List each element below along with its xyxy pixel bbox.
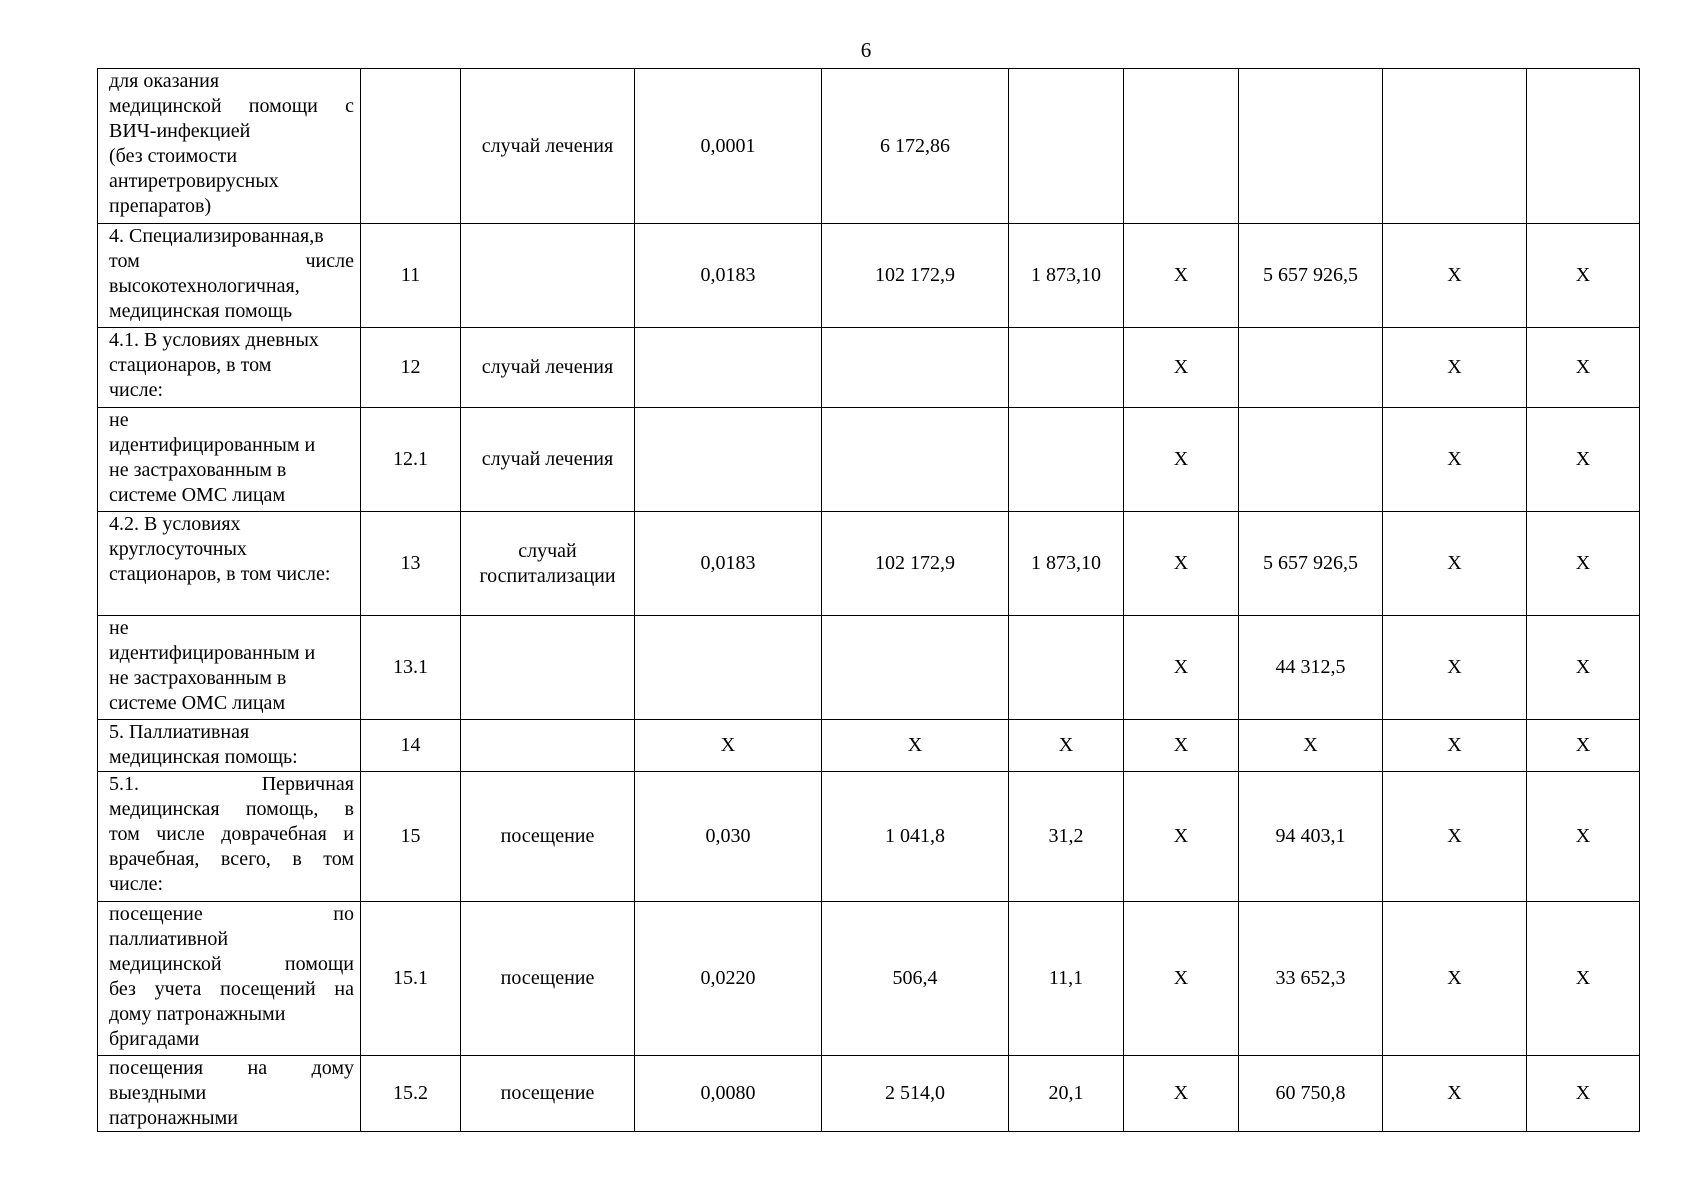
row-code-cell: 12 (361, 328, 461, 408)
cost-cell: 1 041,8 (822, 772, 1009, 902)
col10-cell: X (1527, 720, 1640, 772)
unit-line: случай (518, 539, 577, 562)
col7-cell: X (1124, 1056, 1239, 1132)
row-name-line: не застрахованным в (109, 459, 287, 481)
per-capita-cell: 31,2 (1009, 772, 1124, 902)
per-capita-cell: 1 873,10 (1009, 512, 1124, 616)
row-name-line: 4. Специализированная,в (109, 225, 324, 247)
col10-cell: X (1527, 1056, 1640, 1132)
per-capita-cell: 11,1 (1009, 902, 1124, 1056)
row-name-line: посещения на дому (109, 1057, 354, 1079)
row-name-cell (98, 512, 361, 616)
row-name-line: дому патронажными (109, 1003, 286, 1025)
table-row (98, 69, 1640, 224)
volume-cell (635, 616, 822, 720)
per-capita-cell: X (1009, 720, 1124, 772)
row-name-line: идентифицированным и (109, 434, 316, 456)
per-capita-cell: 1 873,10 (1009, 224, 1124, 328)
unit-cell (461, 616, 635, 720)
col7-cell: X (1124, 224, 1239, 328)
table-row (98, 1056, 1640, 1132)
table-row (98, 328, 1640, 408)
row-name-cell (98, 1056, 361, 1132)
unit-cell: случай лечения (461, 69, 635, 224)
row-name-line: стационаров, в том (109, 354, 272, 376)
row-name-line: антиретровирусных (109, 170, 279, 192)
row-name-line: препаратов) (109, 195, 212, 217)
row-name-line: идентифицированным и (109, 642, 316, 664)
col8-cell (1239, 408, 1383, 512)
row-name-line: ВИЧ-инфекцией (109, 120, 251, 142)
table-row (98, 224, 1640, 328)
row-name-line: бригадами (109, 1028, 200, 1050)
col7-cell: X (1124, 616, 1239, 720)
row-name-line: числе: (109, 873, 164, 895)
row-name-line: посещение по (109, 903, 354, 925)
volume-cell: 0,0001 (635, 69, 822, 224)
col8-cell: 60 750,8 (1239, 1056, 1383, 1132)
unit-cell: посещение (461, 902, 635, 1056)
table-row (98, 720, 1640, 772)
row-name-line: без учета посещений на (109, 978, 354, 1000)
cost-cell: 6 172,86 (822, 69, 1009, 224)
unit-line: госпитализации (479, 564, 616, 587)
row-code-cell: 15.2 (361, 1056, 461, 1132)
cost-cell (822, 328, 1009, 408)
col8-cell: X (1239, 720, 1383, 772)
row-name-line: не застрахованным в (109, 667, 287, 689)
row-name-cell (98, 720, 361, 772)
col8-cell: 44 312,5 (1239, 616, 1383, 720)
row-code-cell: 14 (361, 720, 461, 772)
col7-cell: X (1124, 902, 1239, 1056)
cost-cell (822, 408, 1009, 512)
data-table (97, 68, 1640, 1132)
row-name-line: медицинская помощь, в (109, 798, 354, 820)
volume-cell: X (635, 720, 822, 772)
col9-cell: X (1383, 902, 1527, 1056)
col10-cell: X (1527, 902, 1640, 1056)
row-code-cell (361, 69, 461, 224)
col7-cell: X (1124, 408, 1239, 512)
row-code-cell: 13 (361, 512, 461, 616)
cost-cell: 102 172,9 (822, 512, 1009, 616)
row-name-cell (98, 224, 361, 328)
row-code-cell: 12.1 (361, 408, 461, 512)
unit-cell (461, 512, 635, 616)
unit-cell: случай лечения (461, 328, 635, 408)
per-capita-cell (1009, 408, 1124, 512)
row-code-cell: 15 (361, 772, 461, 902)
row-name-line: медицинская помощь (109, 300, 293, 322)
per-capita-cell (1009, 328, 1124, 408)
volume-cell: 0,0220 (635, 902, 822, 1056)
col7-cell: X (1124, 328, 1239, 408)
col7-cell (1124, 69, 1239, 224)
col10-cell: X (1527, 772, 1640, 902)
col9-cell: X (1383, 512, 1527, 616)
row-name-cell (98, 408, 361, 512)
row-name-cell (98, 902, 361, 1056)
row-name-line: (без стоимости (109, 145, 238, 167)
col9-cell: X (1383, 772, 1527, 902)
col10-cell: X (1527, 224, 1640, 328)
unit-cell (461, 224, 635, 328)
cost-cell: 102 172,9 (822, 224, 1009, 328)
row-name-line: 4.2. В условиях (109, 513, 241, 535)
table-row (98, 408, 1640, 512)
table-row (98, 512, 1640, 616)
per-capita-cell (1009, 616, 1124, 720)
volume-cell: 0,030 (635, 772, 822, 902)
col9-cell: X (1383, 408, 1527, 512)
col9-cell: X (1383, 616, 1527, 720)
row-name-line: для оказания (109, 70, 220, 92)
col10-cell: X (1527, 328, 1640, 408)
row-name-line: системе ОМС лицам (109, 484, 286, 506)
col7-cell: X (1124, 720, 1239, 772)
row-name-line: числе: (109, 379, 164, 401)
row-name-cell (98, 69, 361, 224)
col9-cell: X (1383, 1056, 1527, 1132)
table-body (98, 69, 1640, 1132)
col10-cell: X (1527, 616, 1640, 720)
cost-cell: 506,4 (822, 902, 1009, 1056)
row-name-line: не (109, 409, 129, 431)
volume-cell (635, 408, 822, 512)
row-code-cell: 11 (361, 224, 461, 328)
unit-cell: случай лечения (461, 408, 635, 512)
row-name-cell (98, 772, 361, 902)
col10-cell: X (1527, 512, 1640, 616)
volume-cell: 0,0183 (635, 224, 822, 328)
row-name-line: системе ОМС лицам (109, 692, 286, 714)
volume-cell: 0,0080 (635, 1056, 822, 1132)
row-name-line: патронажными (109, 1107, 238, 1129)
col8-cell (1239, 328, 1383, 408)
unit-cell (461, 720, 635, 772)
cost-cell (822, 616, 1009, 720)
row-code-cell: 15.1 (361, 902, 461, 1056)
table-row (98, 772, 1640, 902)
row-name-line: не (109, 617, 129, 639)
row-name-line: том числе доврачебная и (109, 823, 354, 845)
row-name-line: высокотехнологичная, (109, 275, 300, 297)
volume-cell: 0,0183 (635, 512, 822, 616)
row-name-line: том числе (109, 250, 354, 272)
col9-cell: X (1383, 720, 1527, 772)
col8-cell (1239, 69, 1383, 224)
col9-cell (1383, 69, 1527, 224)
row-name-cell (98, 616, 361, 720)
unit-cell: посещение (461, 772, 635, 902)
row-name-line: 5.1. Первичная (109, 773, 354, 795)
page-number: 6 (860, 38, 872, 62)
per-capita-cell (1009, 69, 1124, 224)
cost-cell: 2 514,0 (822, 1056, 1009, 1132)
table-row (98, 902, 1640, 1056)
col7-cell: X (1124, 512, 1239, 616)
row-name-line: медицинской помощи (109, 953, 354, 975)
col10-cell: X (1527, 408, 1640, 512)
volume-cell (635, 328, 822, 408)
row-name-cell (98, 328, 361, 408)
row-code-cell: 13.1 (361, 616, 461, 720)
row-name-line: 4.1. В условиях дневных (109, 329, 319, 351)
unit-cell: посещение (461, 1056, 635, 1132)
row-name-line: 5. Паллиативная (109, 721, 250, 743)
cost-cell: X (822, 720, 1009, 772)
per-capita-cell: 20,1 (1009, 1056, 1124, 1132)
row-name-line: круглосуточных (109, 538, 247, 560)
row-name-line: медицинской помощи с (109, 95, 354, 117)
col10-cell (1527, 69, 1640, 224)
table-row (98, 616, 1640, 720)
row-name-line: медицинская помощь: (109, 746, 298, 768)
row-name-line: врачебная, всего, в том (109, 848, 354, 870)
col8-cell: 5 657 926,5 (1239, 224, 1383, 328)
col9-cell: X (1383, 328, 1527, 408)
col8-cell: 5 657 926,5 (1239, 512, 1383, 616)
col8-cell: 33 652,3 (1239, 902, 1383, 1056)
col9-cell: X (1383, 224, 1527, 328)
row-name-line: паллиативной (109, 928, 229, 950)
row-name-line: стационаров, в том числе: (109, 563, 331, 585)
col7-cell: X (1124, 772, 1239, 902)
col8-cell: 94 403,1 (1239, 772, 1383, 902)
row-name-line: выездными (109, 1082, 207, 1104)
